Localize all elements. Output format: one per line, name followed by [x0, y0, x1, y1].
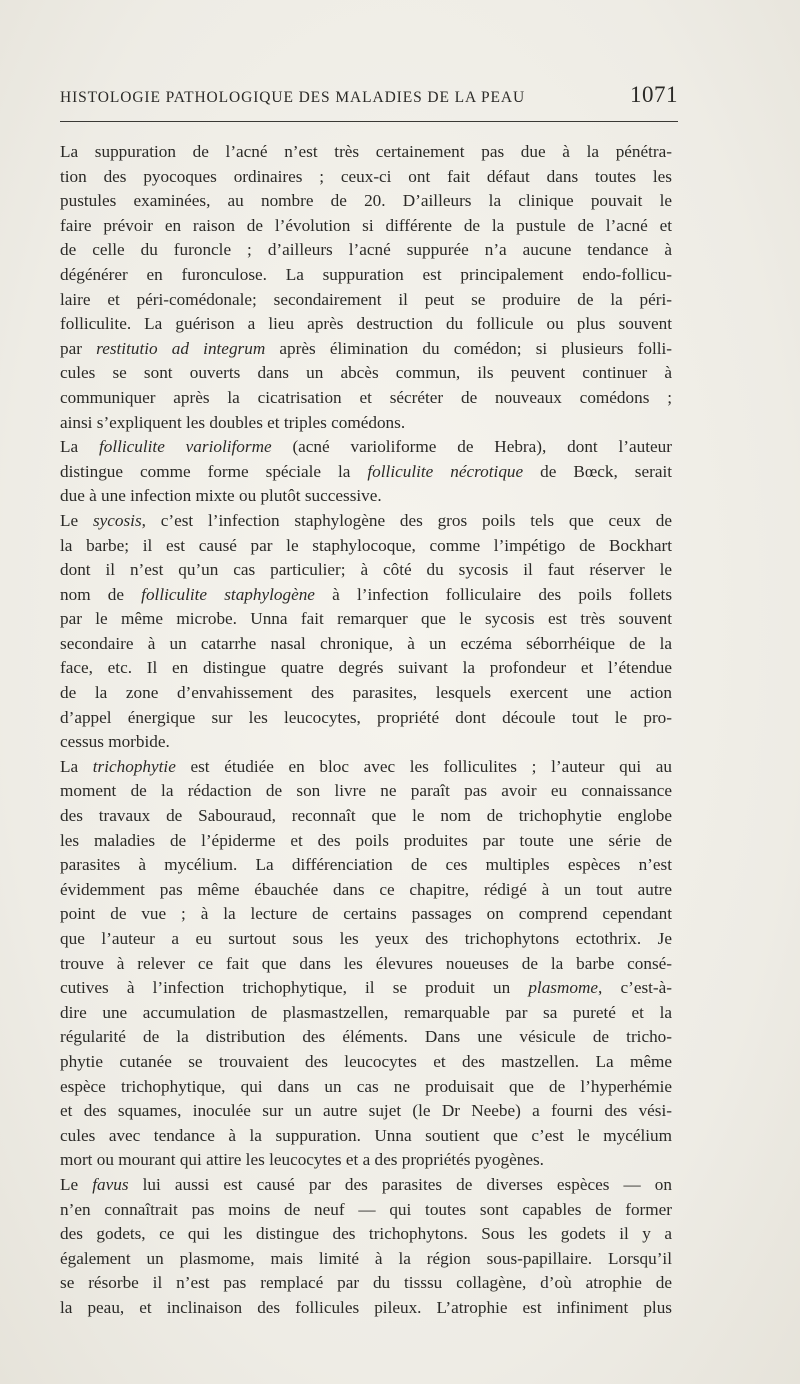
text-line — [60, 411, 672, 436]
text-line — [60, 337, 672, 362]
text-run: secondaire à un catarrhe nasal chronique, à un eczéma séborrhéique de la — [60, 633, 672, 653]
text-line — [60, 779, 672, 804]
italic-term: trichophytie — [92, 756, 176, 776]
text-line — [60, 1247, 672, 1272]
text-run: tion des pyocoques ordinaires ; ceux-ci ont fait défaut dans toutes les — [60, 166, 672, 186]
text-run: des travaux de Sabouraud, reconnaît que le nom de trichophytie englobe — [60, 806, 672, 826]
text-run: nom de — [60, 584, 142, 604]
text-run: cessus morbide. — [60, 732, 170, 752]
text-line — [60, 853, 672, 878]
text-run: évidemment pas même ébauchée dans ce chapitre, rédigé à un tout autre — [60, 879, 672, 899]
text-line — [60, 558, 672, 583]
text-line — [60, 263, 672, 288]
text-line — [60, 1124, 672, 1149]
text-run: faire prévoir en raison de l’évolution si différente de la pustule de l’acné et — [60, 215, 672, 235]
body-text — [60, 140, 672, 1321]
text-run: dire une accumulation de plasmastzellen, remarquable par sa pureté et la — [60, 1002, 672, 1022]
text-line — [60, 288, 672, 313]
text-run: laire et péri-comédonale; secondairement il peut se produire de la péri- — [60, 289, 672, 309]
text-run: , c’est-à- — [598, 978, 672, 998]
text-run: de celle du furoncle ; d’ailleurs l’acné suppurée n’a aucune tendance à — [60, 240, 672, 260]
text-line — [60, 214, 672, 239]
text-line — [60, 1025, 672, 1050]
text-run: la barbe; il est causé par le staphylocoque, comme l’impétigo de Bockhart — [60, 535, 672, 555]
text-run: La — [60, 437, 99, 457]
text-line — [60, 902, 672, 927]
text-run: Le — [60, 1174, 93, 1194]
text-line — [60, 165, 672, 190]
text-line — [60, 1198, 672, 1223]
text-line — [60, 804, 672, 829]
text-line — [60, 927, 672, 952]
text-line — [60, 1099, 672, 1124]
text-line — [60, 189, 672, 214]
text-line — [60, 755, 672, 780]
text-line — [60, 534, 672, 559]
text-line — [60, 829, 672, 854]
text-run: après élimination du comédon; si plusieurs folli- — [265, 338, 673, 358]
text-run: La — [60, 756, 93, 776]
running-title: HISTOLOGIE PATHOLOGIQUE DES MALADIES DE LA PEAU — [60, 89, 526, 106]
text-line — [60, 509, 672, 534]
text-line — [60, 1050, 672, 1075]
text-line — [60, 583, 672, 608]
text-run: , c’est l’infection staphylogène des gros poils tels que ceux de — [141, 510, 672, 530]
text-line — [60, 140, 672, 165]
italic-term: favus — [92, 1174, 129, 1194]
text-line — [60, 238, 672, 263]
text-run: par le même microbe. Unna fait remarquer que le sycosis est très souvent — [60, 609, 672, 629]
text-run: de la zone d’envahissement des parasites, lesquels exercent une action — [60, 683, 672, 703]
text-line — [60, 878, 672, 903]
page-number: 1071 — [630, 82, 678, 107]
text-run: trouve à relever ce fait que dans les élevures noueuses de la barbe consé- — [60, 953, 672, 973]
text-run: espèce trichophytique, qui dans un cas ne produisait que de l’hyperhémie — [60, 1076, 672, 1096]
header-rule — [60, 121, 678, 122]
text-line — [60, 1173, 672, 1198]
text-run: que l’auteur a eu surtout sous les yeux des trichophytons ectothrix. Je — [60, 929, 672, 948]
text-run: cules avec tendance à la suppuration. Unna soutient que c’est le mycélium — [60, 1125, 672, 1145]
text-run: (acné varioliforme de Hebra), dont l’auteur — [271, 437, 672, 457]
text-line — [60, 1222, 672, 1247]
text-line — [60, 312, 672, 337]
text-run: face, etc. Il en distingue quatre degrés suivant la profondeur et l’étendue — [60, 658, 672, 678]
text-run: parasites à mycélium. La différenciation de ces multiples espèces n’est — [60, 855, 672, 875]
text-run: se résorbe il n’est pas remplacé par du tisssu collagène, d’où atrophie de — [60, 1273, 672, 1293]
text-run: à l’infection folliculaire des poils follets — [314, 584, 673, 604]
text-run: cutives à l’infection trichophytique, il se produit un — [60, 978, 529, 998]
italic-term: sycosis — [92, 510, 142, 530]
text-line — [60, 976, 672, 1001]
text-line — [60, 706, 672, 731]
text-run: pustules examinées, au nombre de 20. D’ailleurs la clinique pouvait le — [60, 191, 672, 211]
text-line — [60, 386, 672, 411]
text-run: dont il n’est qu’un cas particulier; à côté du sycosis il faut réserver le — [60, 560, 672, 580]
text-run: La suppuration de l’acné n’est très certainement pas due à la pénétra- — [60, 142, 672, 161]
text-line — [60, 681, 672, 706]
text-run: d’appel énergique sur les leucocytes, propriété dont découle tout le pro- — [60, 707, 672, 727]
text-run: et des squames, inoculée sur un autre sujet (le Dr Neebe) a fourni des vési- — [60, 1101, 672, 1121]
text-run: des godets, ce qui les distingue des trichophytons. Sous les godets il y a — [60, 1224, 672, 1244]
text-run: dégénérer en furonculose. La suppuration est principalement endo-follicu- — [60, 264, 672, 284]
text-line — [60, 632, 672, 657]
italic-term: plasmome — [528, 978, 599, 998]
text-run: cules se sont ouverts dans un abcès commun, ils peuvent continuer à — [60, 363, 672, 383]
italic-term: folliculite nécrotique — [367, 461, 524, 481]
italic-term: folliculite staphylogène — [141, 584, 315, 604]
text-line — [60, 1075, 672, 1100]
text-run: folliculite. La guérison a lieu après destruction du follicule ou plus souvent — [60, 314, 672, 334]
page-header — [60, 82, 678, 116]
text-run: n’en connaîtrait pas moins de neuf — qui toutes sont capables de former — [60, 1199, 672, 1219]
text-line — [60, 460, 672, 485]
italic-term: restitutio ad integrum — [96, 338, 266, 358]
text-run: phytie cutanée se trouvaient des leucocytes et des mastzellen. La même — [60, 1051, 672, 1071]
text-line — [60, 1148, 672, 1173]
text-run: due à une infection mixte ou plutôt successive. — [60, 486, 382, 506]
text-line — [60, 1001, 672, 1026]
text-run: la peau, et inclinaison des follicules pileux. L’atrophie est infiniment plus — [60, 1297, 672, 1317]
italic-term: folliculite varioliforme — [98, 437, 272, 457]
text-line — [60, 952, 672, 977]
text-line — [60, 730, 672, 755]
text-run: lui aussi est causé par des parasites de diverses espèces — on — [128, 1174, 672, 1194]
text-run: communiquer après la cicatrisation et sécréter de nouveaux comédons ; — [60, 387, 672, 407]
text-run: de Bœck, serait — [523, 461, 672, 481]
text-run: les maladies de l’épiderme et des poils produites par toute une série de — [60, 830, 672, 850]
text-run: régularité de la distribution des éléments. Dans une vésicule de tricho- — [60, 1027, 672, 1047]
text-run: ainsi s’expliquent les doubles et triples comédons. — [60, 412, 406, 432]
text-line — [60, 484, 672, 509]
text-line — [60, 656, 672, 681]
text-run: Le — [60, 510, 93, 530]
text-run: distingue comme forme spéciale la — [60, 461, 368, 481]
text-run: également un plasmome, mais limité à la région sous-papillaire. Lorsqu’il — [60, 1248, 672, 1268]
text-run: moment de la rédaction de son livre ne paraît pas avoir eu connaissance — [60, 781, 672, 801]
text-line — [60, 361, 672, 386]
text-line — [60, 1271, 672, 1296]
text-run: mort ou mourant qui attire les leucocytes et a des propriétés pyogènes. — [60, 1150, 544, 1170]
text-run: point de vue ; à la lecture de certains passages on comprend cependant — [60, 904, 672, 924]
text-line — [60, 607, 672, 632]
text-line — [60, 1296, 672, 1321]
text-run: par — [60, 338, 97, 358]
text-line — [60, 435, 672, 460]
text-run: est étudiée en bloc avec les folliculites ; l’auteur qui au — [175, 756, 672, 776]
